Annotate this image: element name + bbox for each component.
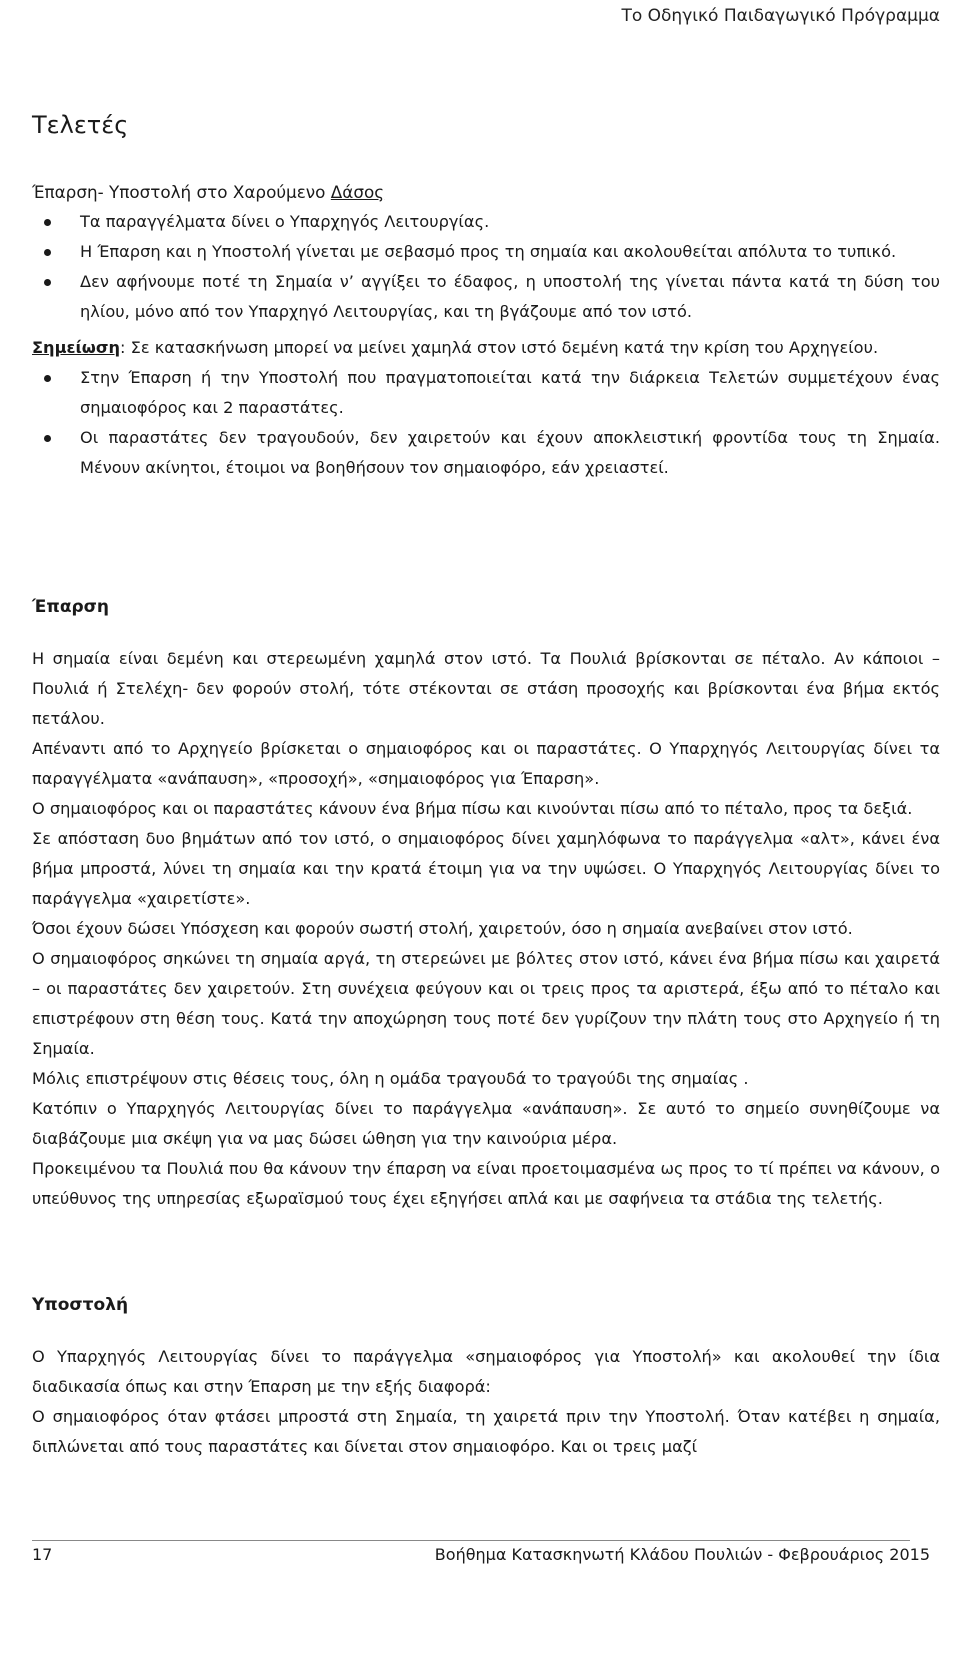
page-title: Τελετές — [32, 111, 129, 139]
list-item: Δεν αφήνουμε ποτέ τη Σημαία ν’ αγγίξει το έδαφος, η υποστολή της γίνεται πάντα κατά τη δύση του ηλίου, μόνο από τον Υπαρχηγό Λειτουργίας, και τη βγάζουμε από τον ιστό. — [32, 267, 940, 327]
section-lowering — [32, 1290, 940, 1462]
section-heading-raising: Έπαρση — [32, 597, 110, 617]
subtitle-prefix: Έπαρση- Υποστολή στο — [32, 182, 233, 202]
list-item: Η Έπαρση και η Υποστολή γίνεται με σεβασμό προς τη σημαία και ακολουθείται απόλυτα το τυπικό. — [32, 237, 940, 267]
list-item: Στην Έπαρση ή την Υποστολή που πραγματοποιείται κατά την διάρκεια Τελετών συμμετέχουν ένας σημαιοφόρος και 2 παραστάτες. — [32, 363, 940, 423]
section-subtitle — [32, 177, 940, 207]
list-item: Τα παραγγέλματα δίνει ο Υπαρχηγός Λειτουργίας. — [32, 207, 940, 237]
paragraph: Η σημαία είναι δεμένη και στερεωμένη χαμηλά στον ιστό. Τα Πουλιά βρίσκονται σε πέταλο. Αν κάποιοι –Πουλιά ή Στελέχη- δεν φορούν στολή, τότε στέκονται σε στάση προσοχής και βρίσκονται ένα βήμα εκτός πετάλου. — [32, 649, 940, 728]
paragraph: Σε απόσταση δυο βημάτων από τον ιστό, ο σημαιοφόρος δίνει χαμηλόφωνα το παράγγελμα «αλτ», κάνει ένα βήμα μπροστά, λύνει τη σημαία και την κρατά έτοιμη για να την υψώσει. Ο Υπαρχηγός Λειτουργίας δίνει το παράγγελμα «χαιρετίστε». — [32, 829, 940, 908]
section-ceremony-overview — [32, 177, 940, 483]
section-raising — [32, 592, 940, 1214]
running-header: Το Οδηγικό Παιδαγωγικό Πρόγραμμα — [621, 6, 940, 26]
paragraph: Προκειμένου τα Πουλιά που θα κάνουν την έπαρση να είναι προετοιμασμένα ως προς το τί πρέπει να κάνουν, ο υπεύθυνος της υπηρεσίας εξωραϊσμού τους έχει εξηγήσει απλά και με σαφήνεια τα στάδια της τελετής. — [32, 1159, 940, 1208]
paragraph: Απέναντι από το Αρχηγείο βρίσκεται ο σημαιοφόρος και οι παραστάτες. Ο Υπαρχηγός Λειτουργίας δίνει τα παραγγέλματα «ανάπαυση», «προσοχή», «σημαιοφόρος για Έπαρση». — [32, 739, 940, 788]
note-text: : Σε κατασκήνωση μπορεί να μείνει χαμηλά στον ιστό δεμένη κατά την κρίση του Αρχηγείου. — [120, 338, 879, 357]
paragraph: Μόλις επιστρέψουν στις θέσεις τους, όλη η ομάδα τραγουδά το τραγούδι της σημαίας . — [32, 1069, 749, 1088]
footer-source: Βοήθημα Κατασκηνωτή Κλάδου Πουλιών - Φεβρουάριος 2015 — [434, 1545, 930, 1564]
paragraph: Ο σημαιοφόρος και οι παραστάτες κάνουν ένα βήμα πίσω και κινούνται πίσω από το πέταλο, προς τα δεξιά. — [32, 799, 913, 818]
list-item: Οι παραστάτες δεν τραγουδούν, δεν χαιρετούν και έχουν αποκλειστική φροντίδα τους τη Σημαία. Μένουν ακίνητοι, έτοιμοι να βοηθήσουν τον σημαιοφόρο, εάν χρειαστεί. — [32, 423, 940, 483]
footer-divider — [32, 1540, 910, 1541]
note-label: Σημείωση — [32, 338, 121, 357]
note-paragraph — [32, 333, 940, 363]
paragraph: Όσοι έχουν δώσει Υπόσχεση και φορούν σωστή στολή, χαιρετούν, όσο η σημαία ανεβαίνει στον ιστό. — [32, 919, 853, 938]
section-heading-lowering: Υποστολή — [32, 1295, 129, 1315]
subtitle-place: Χαρούμενο — [232, 182, 326, 202]
paragraph: Ο Υπαρχηγός Λειτουργίας δίνει το παράγγελμα «σημαιοφόρος για Υποστολή» και ακολουθεί την ίδια διαδικασία όπως και στην Έπαρση με την εξής διαφορά: — [32, 1347, 940, 1396]
participants-list — [32, 363, 940, 483]
paragraph: Ο σημαιοφόρος όταν φτάσει μπροστά στη Σημαία, τη χαιρετά πριν την Υποστολή. Όταν κατέβει η σημαία, διπλώνεται από τους παραστάτες και δίνεται στον σημαιοφόρο. Και οι τρεις μαζί — [32, 1407, 940, 1456]
rules-list — [32, 207, 940, 327]
paragraph: Κατόπιν ο Υπαρχηγός Λειτουργίας δίνει το παράγγελμα «ανάπαυση». Σε αυτό το σημείο συνηθίζουμε να διαβάζουμε μια σκέψη για να μας δώσει ώθηση για την καινούρια μέρα. — [32, 1099, 940, 1148]
subtitle-forest: Δάσος — [330, 182, 385, 202]
page-number: 17 — [32, 1545, 53, 1564]
paragraph: Ο σημαιοφόρος σηκώνει τη σημαία αργά, τη στερεώνει με βόλτες στον ιστό, κάνει ένα βήμα πίσω και χαιρετά – οι παραστάτες δεν χαιρετούν. Στη συνέχεια φεύγουν και οι τρεις προς τα αριστερά, έξω από το πέταλο και επιστρέφουν στη θέση τους. Κατά την αποχώρηση τους ποτέ δεν γυρίζουν την πλάτη τους στο Αρχηγείο ή τη Σημαία. — [32, 949, 940, 1058]
